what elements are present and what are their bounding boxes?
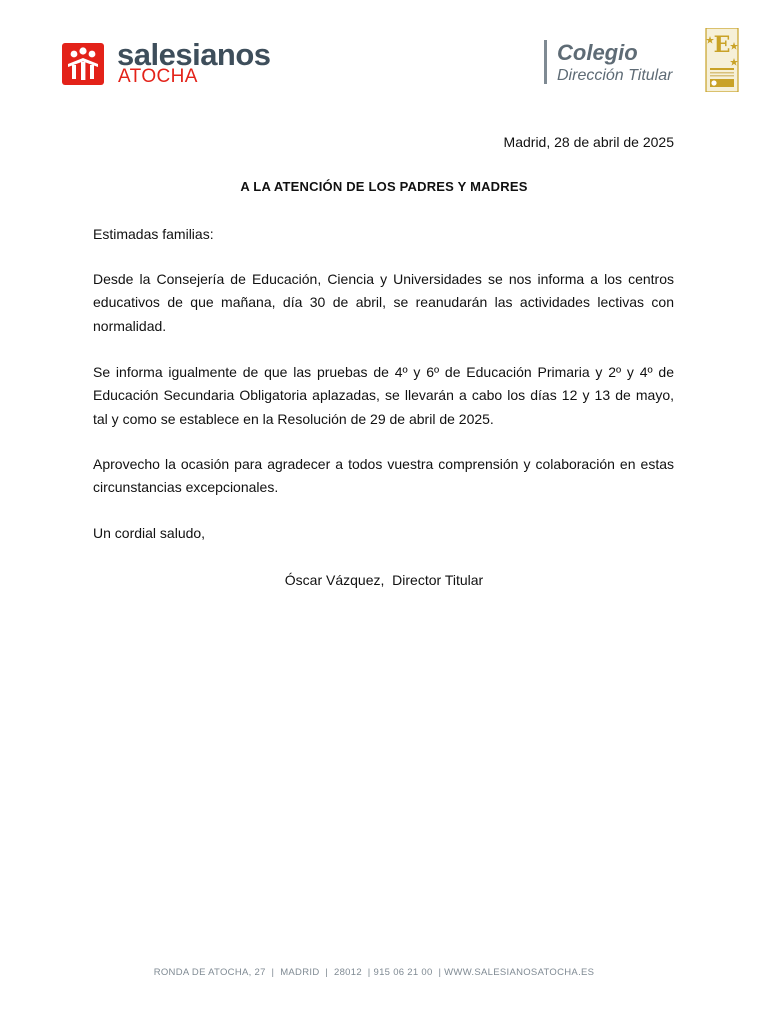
colegio-label: Colegio [557, 40, 638, 65]
salesianos-logo [62, 36, 292, 92]
direccion-label: Dirección Titular [557, 67, 673, 84]
paragraph-thanks: Aprovecho la ocasión para agradecer a todos vuestra comprensión y colaboración en estas circunstancias excepcionales. [93, 456, 674, 496]
letter-date: Madrid, 28 de abril de 2025 [503, 134, 674, 150]
salesianos-emblem-icon [62, 43, 104, 85]
excellence-seal-icon [705, 28, 739, 92]
paragraph-reopening: Desde la Consejería de Educación, Ciencia y Universidades se nos informa a los centros educativos de que mañana, día 30 de abril, se reanudarán las actividades lectivas con normalidad. [93, 271, 674, 334]
paragraph-exams: Se informa igualmente de que las pruebas de 4º y 6º de Educación Primaria y 2º y 4º de Educación Secundaria Obligatoria aplazadas, se llevarán a cabo los días 12 y 13 de mayo, tal y como se establece en la Resolución de 29 de abril de 2025. [93, 364, 674, 427]
footer-contact: RONDA DE ATOCHA, 27 | MADRID | 28012 | 915 06 21 00 | WWW.SALESIANOSATOCHA.ES [153, 967, 595, 978]
school-direction-logo [544, 32, 744, 94]
letter-title: A LA ATENCIÓN DE LOS PADRES Y MADRES [240, 179, 528, 194]
logo-divider [544, 40, 547, 84]
closing: Un cordial saludo, [93, 525, 206, 541]
brand-name: salesianos [117, 37, 271, 72]
letterhead [0, 0, 768, 110]
brand-location: ATOCHA [118, 66, 198, 87]
seal-letter: E [713, 32, 731, 58]
signature: Óscar Vázquez, Director Titular [284, 572, 484, 588]
greeting: Estimadas familias: [93, 226, 214, 242]
